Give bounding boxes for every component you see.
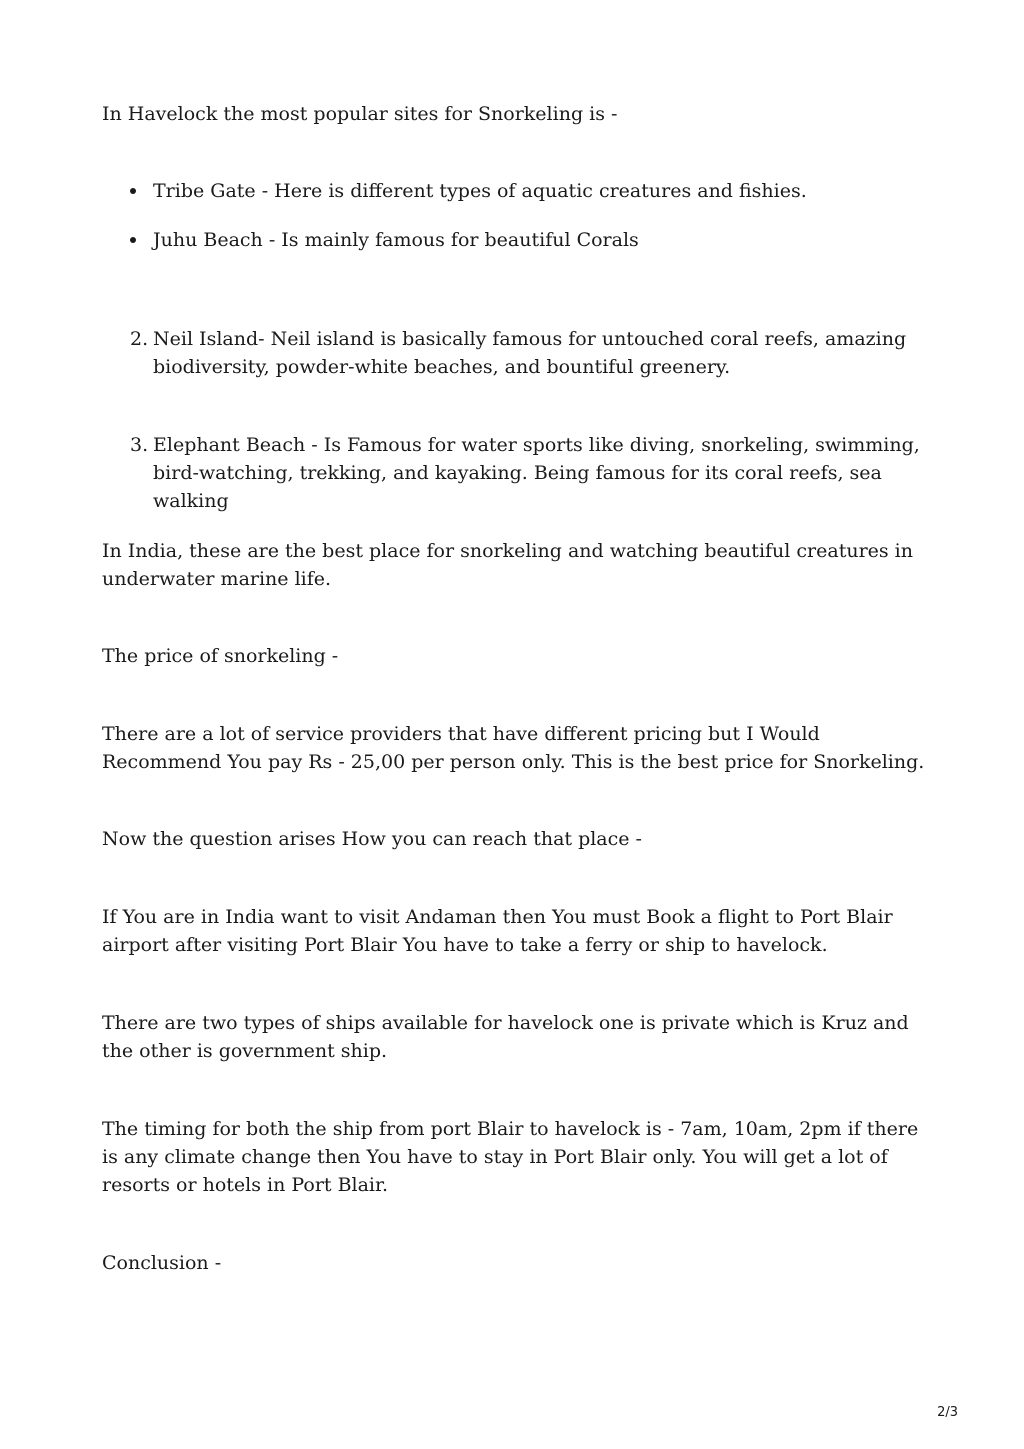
numbered-item-text: Neil Island- Neil island is basically famous for untouched coral reefs, amazing biodiversity, powder-white beaches, and bountiful greenery. [153,328,907,378]
page-number: 2/3 [937,1405,958,1420]
list-item-text: Juhu Beach - Is mainly famous for beautiful Corals [153,229,639,251]
bullet-icon [130,188,136,194]
list-number: 3. [130,434,149,456]
price-heading: The price of snorkeling - [102,645,339,667]
timing-paragraph: The timing for both the ship from port Blair to havelock is - 7am, 10am, 2pm if there is any climate change then You have to stay in Port Blair only. You will get a lot of resorts or hotels in Port Blair. [102,1118,919,1196]
list-item-text: Tribe Gate - Here is different types of aquatic creatures and fishies. [153,180,807,202]
bullet-icon [130,237,136,243]
pricing-paragraph: There are a lot of service providers that have different pricing but I Would Recommend You pay Rs - 25,00 per person only. This is the best price for Snorkeling. [102,723,925,773]
list-item [130,177,920,205]
list-item [130,226,920,254]
ships-paragraph: There are two types of ships available for havelock one is private which is Kruz and the other is government ship. [102,1012,909,1062]
snorkeling-sites-list [130,177,920,254]
india-paragraph: In India, these are the best place for snorkeling and watching beautiful creatures in underwater marine life. [102,540,913,590]
numbered-item-elephant-beach [130,431,930,515]
numbered-item-text: Elephant Beach - Is Famous for water sports like diving, snorkeling, swimming, bird-watching, trekking, and kayaking. Being famous for its coral reefs, sea walking [153,434,920,512]
travel-paragraph: If You are in India want to visit Andaman then You must Book a flight to Port Blair airport after visiting Port Blair You have to take a ferry or ship to havelock. [102,906,893,956]
list-number: 2. [130,328,149,350]
reach-heading: Now the question arises How you can reach that place - [102,828,642,850]
numbered-item-neil-island [130,325,930,381]
intro-paragraph: In Havelock the most popular sites for Snorkeling is - [102,103,618,125]
conclusion-heading: Conclusion - [102,1252,222,1274]
